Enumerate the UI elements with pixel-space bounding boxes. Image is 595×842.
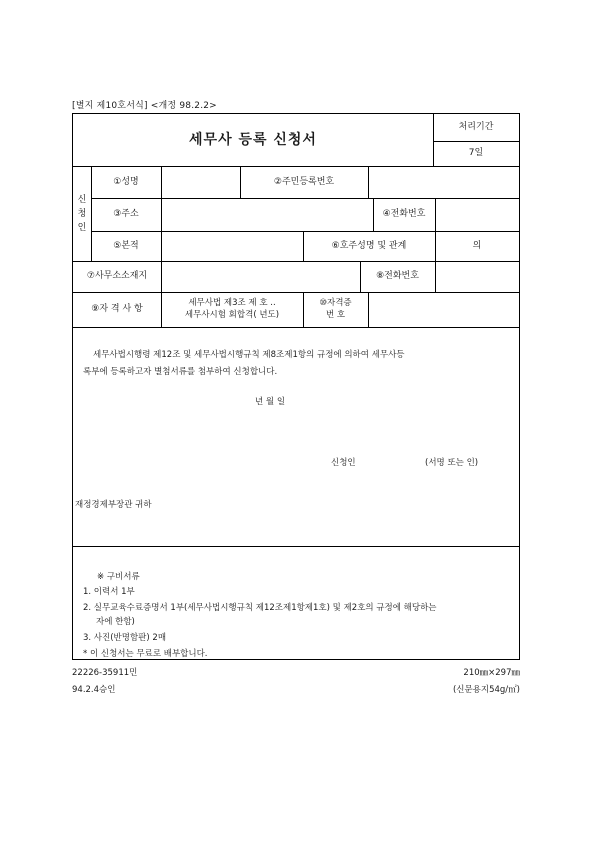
paper-size: 210㎜×297㎜	[463, 668, 520, 678]
name-field[interactable]	[161, 166, 240, 198]
form-code: 22226-35911민	[72, 668, 138, 678]
signature-field[interactable]: (서명 또는 인)	[425, 458, 479, 468]
office-phone-label: ⑧전화번호	[376, 271, 419, 282]
document-item: 자에 한함)	[96, 617, 135, 627]
qualification-label: ⑨자 격 사 항	[91, 304, 143, 315]
domicile-field[interactable]	[161, 231, 303, 261]
address-field[interactable]	[161, 198, 373, 231]
phone-field[interactable]	[435, 198, 519, 231]
resident-number-label: ②주민등록번호	[273, 176, 335, 187]
phone-label: ④전화번호	[382, 209, 426, 220]
householder-label: ⑥호주성명 및 관계	[331, 240, 407, 251]
qualification-detail[interactable]	[161, 292, 303, 327]
certificate-number-label: ⑩자격증 번 호	[319, 298, 352, 320]
householder-relation[interactable]: 의	[472, 240, 482, 251]
document-item: 3. 사진(반명함판) 2매	[83, 633, 167, 643]
office-phone-field[interactable]	[435, 261, 519, 292]
domicile-label: ⑤본적	[113, 240, 139, 251]
resident-number-field[interactable]	[368, 166, 519, 198]
statement-line-2: 록부에 등록하고자 별첨서류를 첨부하여 신청합니다.	[83, 367, 278, 377]
statement-line-1: 세무사법시행령 제12조 및 세무사법시행규칙 제8조제1항의 규정에 의하여 세무사등	[93, 350, 405, 360]
application-form	[72, 113, 520, 660]
form-title: 세무사 등록 신청서	[189, 131, 317, 148]
document-item: 1. 이력서 1부	[83, 587, 135, 597]
processing-period-label: 처리기간	[458, 122, 494, 133]
office-location-field[interactable]	[161, 261, 360, 292]
approval-date: 94.2.4승인	[72, 685, 116, 695]
qualification-line-2: 세무사시험 회합격( 년도)	[184, 309, 280, 320]
date-line[interactable]: 년 월 일	[255, 397, 286, 407]
paper-type: (신문용지54g/㎡)	[452, 685, 520, 695]
processing-period-value: 7일	[468, 148, 484, 159]
documents-heading: ※ 구비서류	[97, 572, 140, 582]
free-distribution-note: * 이 신청서는 무료로 배부합니다.	[83, 649, 208, 659]
recipient: 재정경제부장관 귀하	[75, 500, 152, 510]
name-label: ①성명	[113, 176, 139, 187]
certificate-number-field[interactable]	[368, 292, 519, 327]
address-label: ③주소	[113, 209, 139, 220]
qualification-line-1: 세무사법 제3조 제 호 ..	[188, 298, 276, 309]
document-item: 2. 실무교육수료증명서 1부(세무사법시행규칙 제12조제1항제1호) 및 제2호의 규정에 해당하는	[83, 603, 437, 613]
form-header-note: [별지 제10호서식] <개정 98.2.2>	[72, 101, 217, 111]
applicant-group-label: 신 청 인	[77, 194, 87, 233]
signature-label: 신청인	[331, 458, 356, 468]
office-location-label: ⑦사무소소재지	[86, 271, 148, 282]
